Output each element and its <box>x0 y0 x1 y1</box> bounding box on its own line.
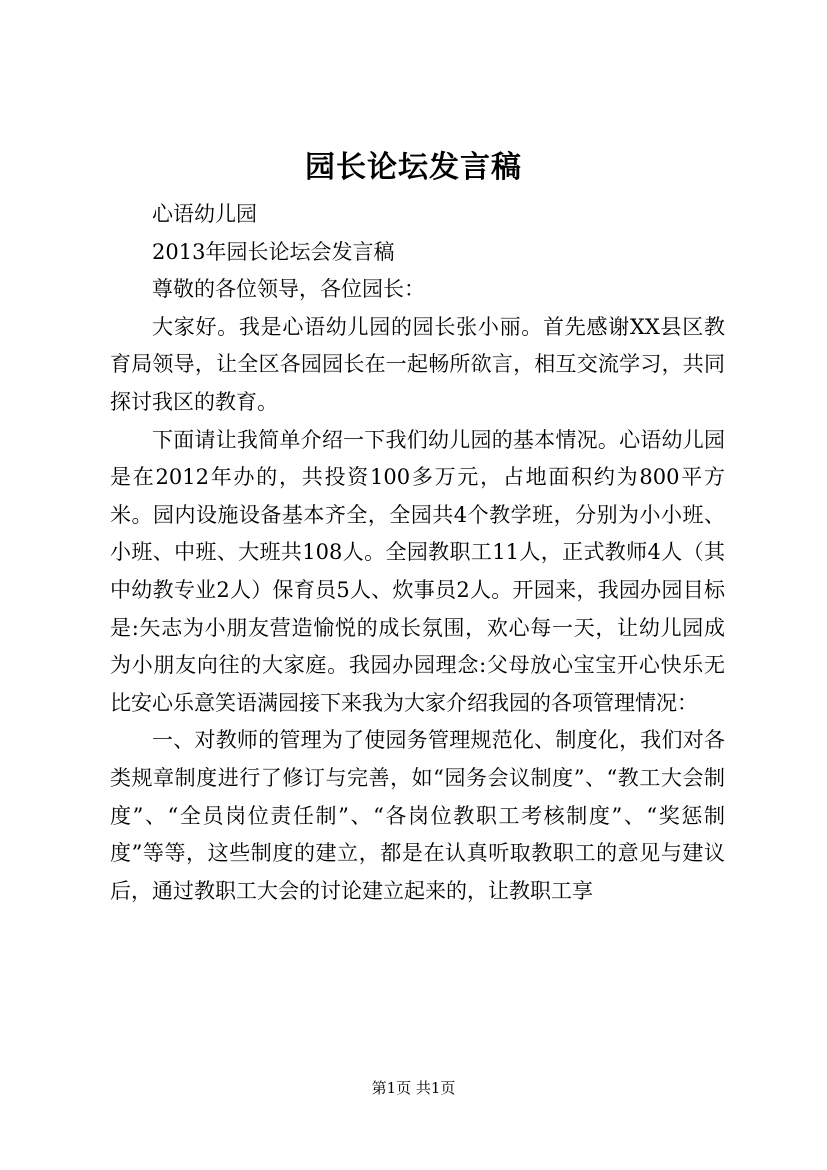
speech-subtitle-line: 2013年园长论坛会发言稿 <box>152 239 395 264</box>
document-body <box>110 196 725 910</box>
school-name-line: 心语幼儿园 <box>152 202 257 226</box>
salutation-line: 尊敬的各位领导，各位园长： <box>152 277 425 302</box>
document-title: 园长论坛发言稿 <box>305 150 522 185</box>
greeting-paragraph: 大家好。我是心语幼儿园的园长张小丽。首先感谢XX县区教育局领导，让全区各园园长在一起畅所欲言，相互交流学习，共同探讨我区的教育。 <box>110 314 725 414</box>
page-number-footer: 第1页 共1页 <box>371 1079 456 1097</box>
teacher-management-paragraph: 一、对教师的管理为了使园务管理规范化、制度化，我们对各类规章制度进行了修订与完善，如“园务会议制度”、“教工大会制度”、“全员岗位责任制”、“各岗位教职工考核制度”、“奖惩制度”等等，这些制度的建立，都是在认真听取教职工的意见与建议后，通过教职工大会的讨论建立起来的，让教职工享 <box>110 728 725 903</box>
introduction-paragraph: 下面请让我简单介绍一下我们幼儿园的基本情况。心语幼儿园是在2012年办的，共投资100多万元，占地面积约为800平方米。园内设施设备基本齐全，全园共4个教学班，分别为小小班、小班、中班、大班共108人。全园教职工11人，正式教师4人（其中幼教专业2人）保育员5人、炊事员2人。开园来，我园办园目标是:矢志为小朋友营造愉悦的成长氛围，欢心每一天，让幼儿园成为小朋友向往的大家庭。我园办园理念:父母放心宝宝开心快乐无比安心乐意笑语满园接下来我为大家介绍我园的各项管理情况： <box>110 427 725 715</box>
